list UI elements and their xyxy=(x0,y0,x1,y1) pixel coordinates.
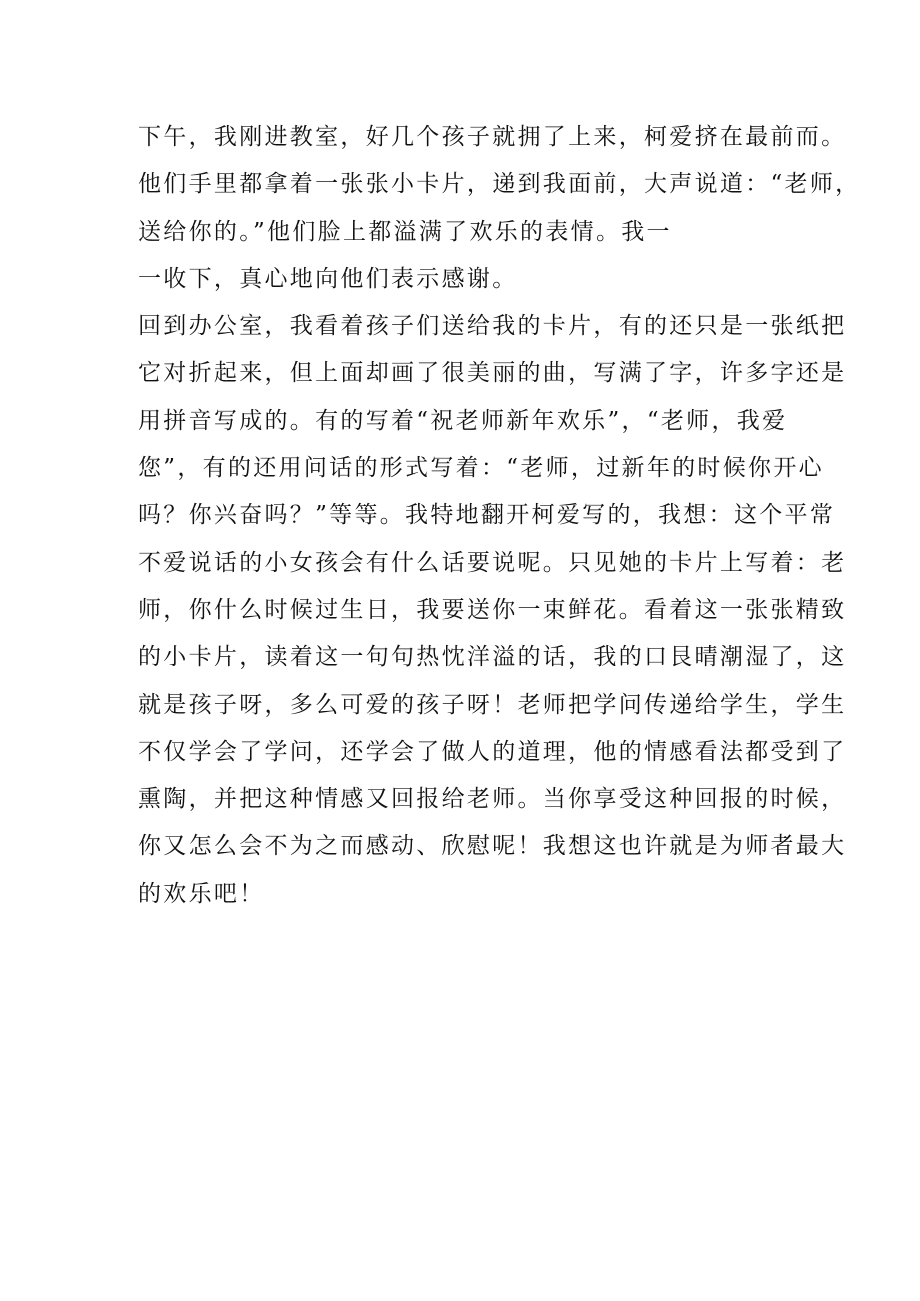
text-line-3: 送给你的。”他们脸上都溢满了欢乐的表情。我一 xyxy=(138,218,672,245)
text-line-17: 的欢乐吧！ xyxy=(138,880,265,907)
text-line-5: 回到办公室，我看着孩子们送给我的卡片，有的还只是一张纸把 xyxy=(138,313,847,340)
text-line-6: 它对折起来，但上面却画了很美丽的曲，写满了字，许多字还是 xyxy=(138,360,847,387)
text-line-11: 师，你什么时候过生日，我要送你一束鲜花。看着这一张张精致 xyxy=(138,596,847,623)
text-line-4: 一收下，真心地向他们表示感谢。 xyxy=(138,265,518,292)
text-line-8: 您”，有的还用问话的形式写着：“老师，过新年的时候你开心 xyxy=(138,455,824,482)
text-line-7: 用拼音写成的。有的写着“祝老师新年欢乐”，“老师，我爱 xyxy=(138,407,788,434)
text-line-9: 吗？你兴奋吗？”等等。我特地翻开柯爱写的，我想：这个平常 xyxy=(138,502,836,529)
text-line-16: 你又怎么会不为之而感动、欣慰呢！我想这也许就是为师者最大 xyxy=(138,833,847,860)
essay-text xyxy=(138,114,861,918)
text-line-15: 熏陶，并把这种情感又回报给老师。当你享受这种回报的时候， xyxy=(138,786,847,813)
text-line-2: 他们手里都拿着一张张小卡片，递到我面前，大声说道：“老师， xyxy=(138,171,861,198)
text-line-12: 的小卡片，读着这一句句热忱洋溢的话，我的口艮晴潮湿了，这 xyxy=(138,644,847,671)
text-line-13: 就是孩子呀，多么可爱的孩子呀！老师把学问传递给学生，学生 xyxy=(138,691,847,718)
text-line-1: 下午，我刚进教室，好几个孩子就拥了上来，柯爱挤在最前而。 xyxy=(138,124,847,150)
text-line-14: 不仅学会了学问，还学会了做人的道理，他的情感看法都受到了 xyxy=(138,738,847,765)
text-line-10: 不爱说话的小女孩会有什么话要说呢。只见她的卡片上写着：老 xyxy=(138,549,847,576)
